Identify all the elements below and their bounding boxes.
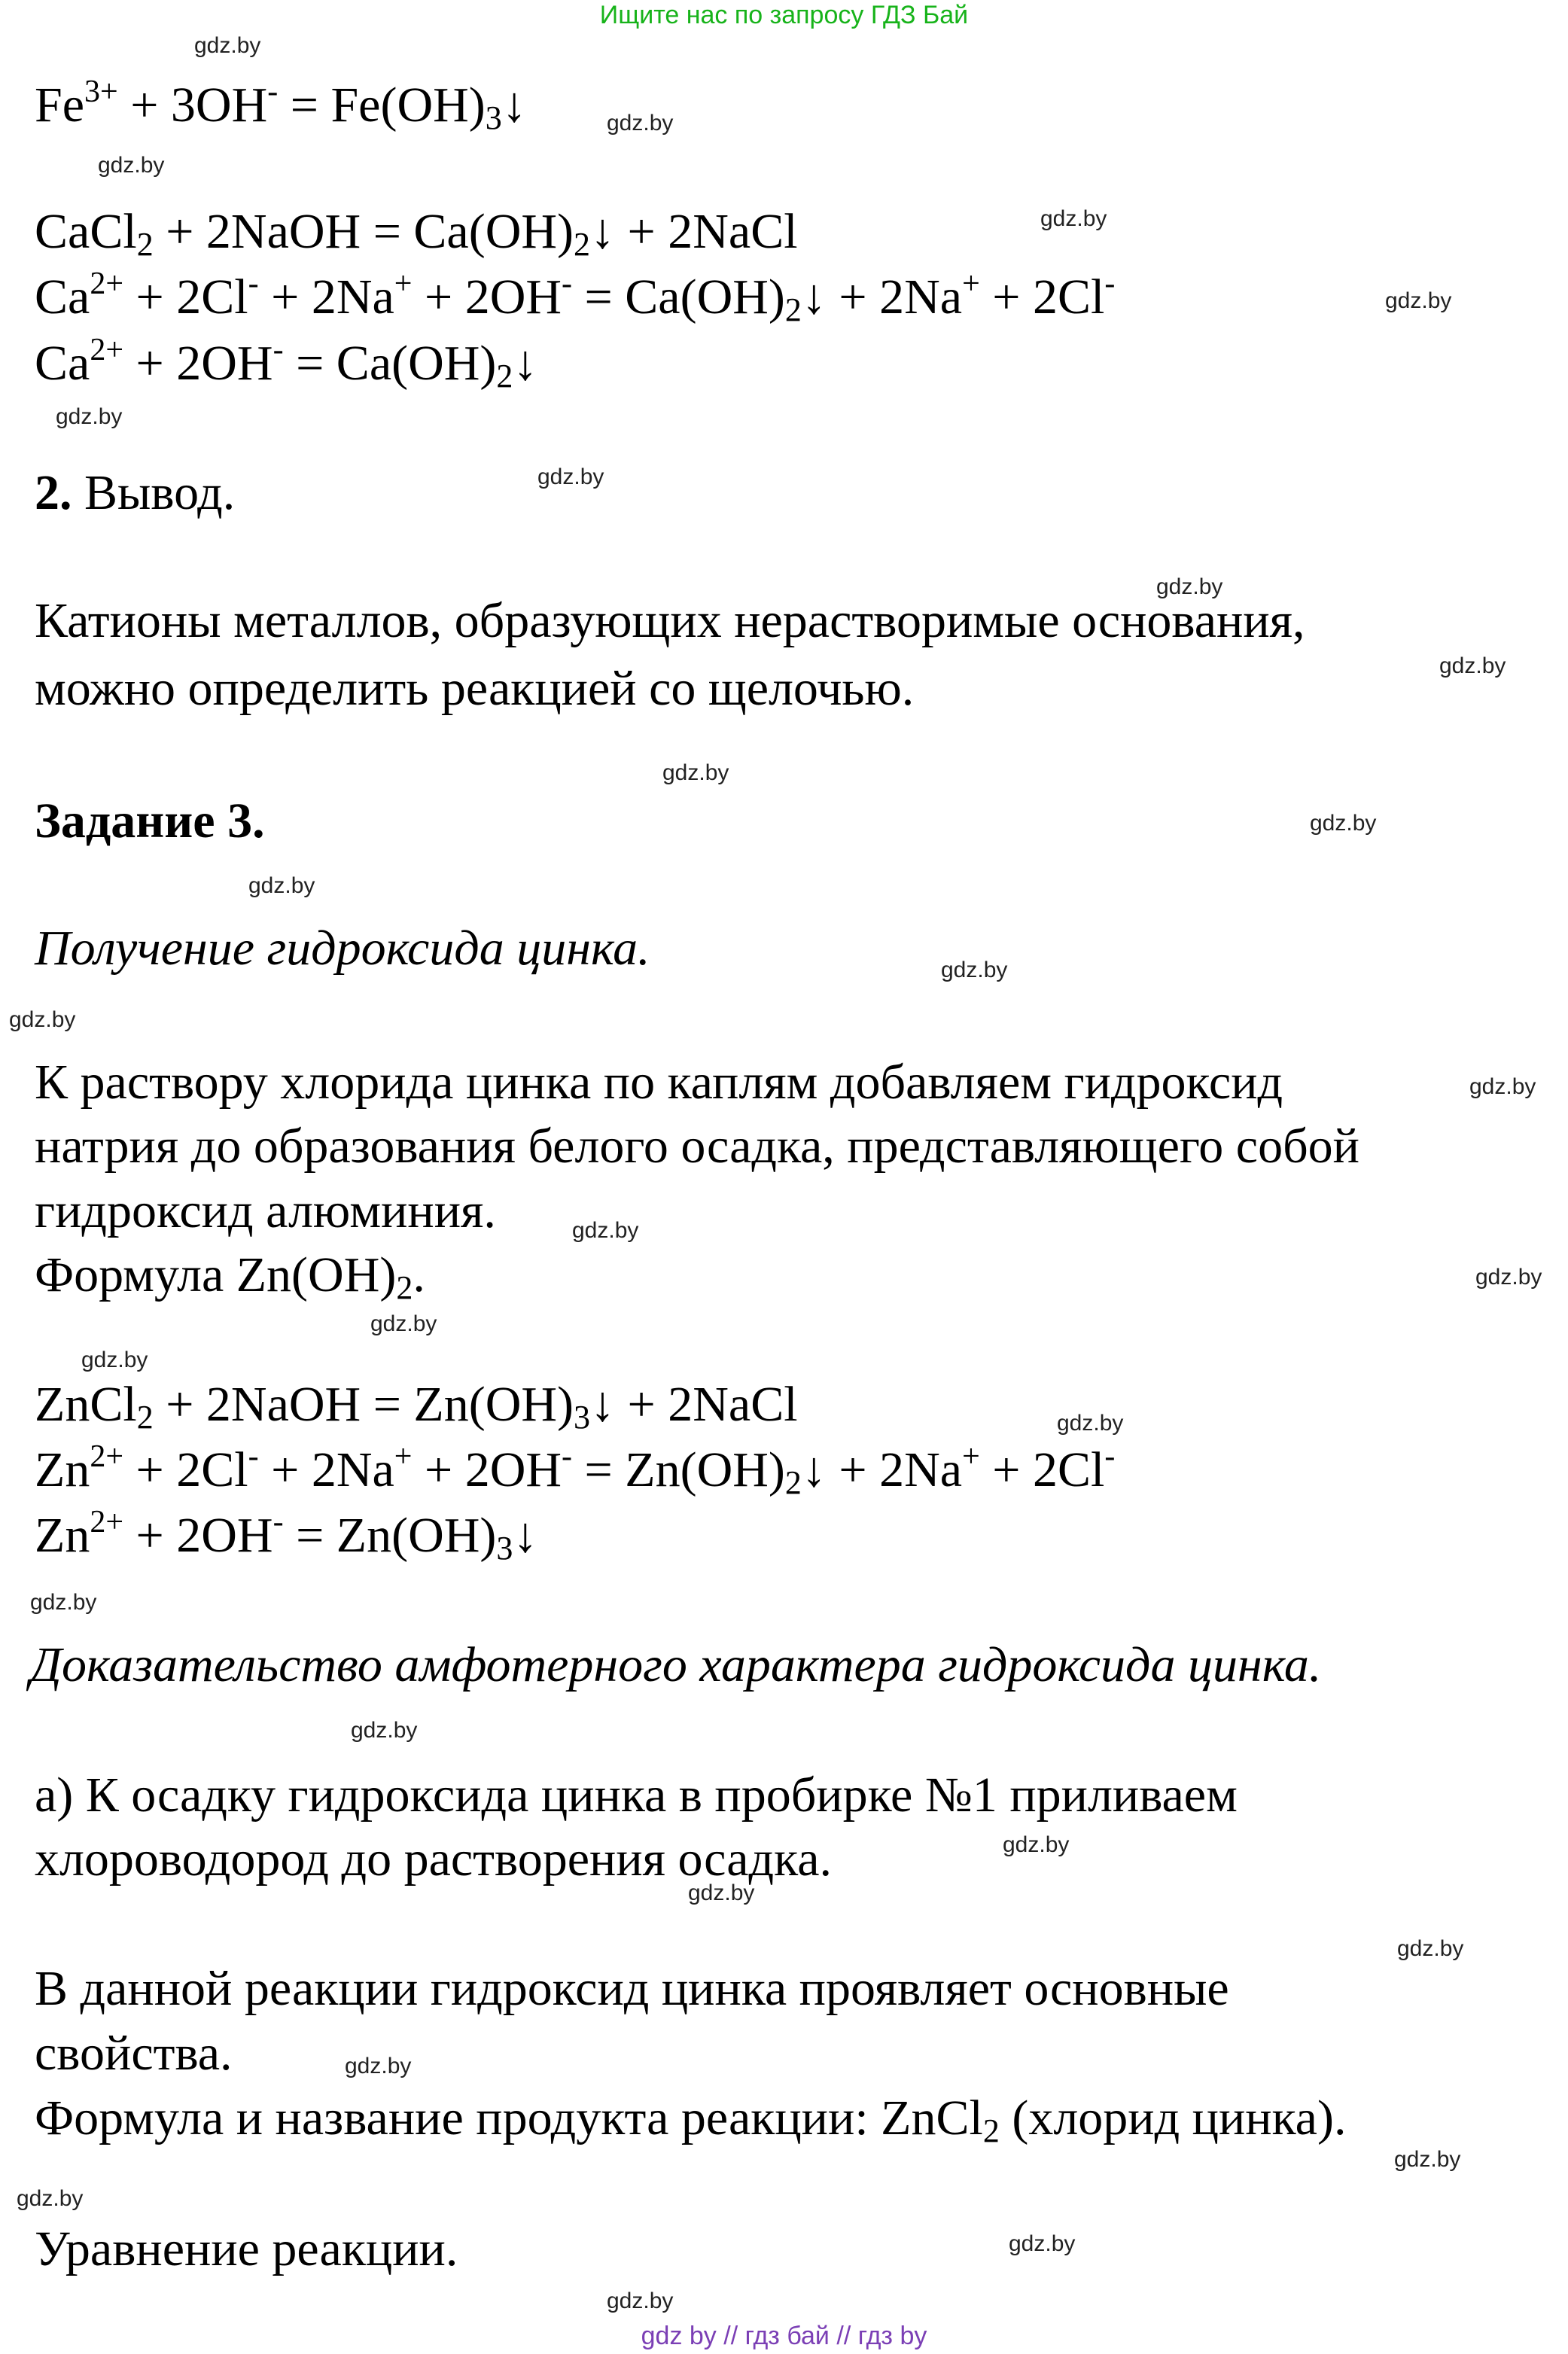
subscript: 2: [136, 226, 154, 263]
equation-zncl2-molecular: [35, 1375, 798, 1435]
procedure-line-2: натрия до образования белого осадка, представляющего собой: [35, 1119, 1359, 1174]
charge: +: [394, 1439, 413, 1474]
watermark: gdz.by: [537, 464, 604, 489]
subscript: 2: [496, 358, 513, 394]
formula-text: = Zn(OH): [572, 1442, 785, 1497]
equation-zncl2-full-ionic: [35, 1440, 1115, 1500]
watermark: gdz.by: [248, 873, 315, 898]
watermark: gdz.by: [607, 2289, 674, 2313]
equation-cacl2-short-ionic: [35, 333, 537, 394]
watermark: gdz.by: [30, 1590, 97, 1615]
charge: 2+: [90, 1439, 124, 1474]
watermark: gdz.by: [1040, 206, 1107, 231]
formula-text: + 2OH: [123, 336, 273, 391]
charge: -: [272, 333, 284, 367]
formula-text: (хлорид цинка).: [999, 2091, 1347, 2145]
watermark: gdz.by: [1003, 1832, 1070, 1857]
formula-text: + 2OH: [412, 270, 562, 324]
subscript: 3: [574, 1399, 591, 1436]
watermark: gdz.by: [81, 1348, 148, 1372]
watermark: gdz.by: [9, 1007, 76, 1032]
watermark: gdz.by: [56, 404, 123, 429]
conclusion-heading: [35, 463, 235, 523]
formula-text: Формула и название продукта реакции: ZnCl: [35, 2091, 983, 2145]
formula-text: ↓ + 2Na: [801, 270, 963, 324]
equation-fe-ionic: [35, 75, 527, 136]
formula-text: ↓: [501, 78, 527, 132]
product-line: [35, 2088, 1346, 2148]
watermark: gdz.by: [194, 33, 261, 58]
observation-line-2: свойства.: [35, 2026, 233, 2081]
formula-text: + 2OH: [412, 1442, 562, 1497]
task-heading: Задание 3.: [35, 793, 265, 848]
procedure-line-1: К раствору хлорида цинка по каплям добавляем гидроксид: [35, 1055, 1283, 1110]
charge: 3+: [84, 75, 118, 109]
section-title-preparation: Получение гидроксида цинка.: [35, 921, 650, 976]
formula-text: Zn: [35, 1442, 90, 1497]
formula-text: + 2NaOH = Zn(OH): [153, 1377, 574, 1432]
charge: +: [962, 1439, 980, 1474]
formula-text: ZnCl: [35, 1377, 137, 1432]
formula-text: Ca: [35, 270, 90, 324]
procedure-line-3: гидроксид алюминия.: [35, 1183, 496, 1238]
watermark: gdz.by: [1009, 2231, 1076, 2256]
charge: -: [562, 1439, 573, 1474]
watermark: gdz.by: [1310, 811, 1377, 836]
charge: 2+: [90, 333, 124, 367]
watermark: gdz.by: [941, 958, 1008, 982]
charge: -: [267, 75, 279, 109]
formula-text: ↓ + 2Na: [801, 1442, 963, 1497]
charge: -: [248, 1439, 259, 1474]
formula-text: + 2Cl: [123, 1442, 248, 1497]
observation-line-1: В данной реакции гидроксид цинка проявляет основные: [35, 1961, 1229, 2016]
charge: -: [1104, 266, 1116, 301]
section-title-amphoteric: Доказательство амфотерного характера гидроксида цинка.: [30, 1637, 1322, 1692]
equation-cacl2-molecular: [35, 202, 798, 262]
formula-text: ↓ + 2NaCl: [590, 204, 798, 259]
formula-text: Ca: [35, 336, 90, 391]
formula-text: + 2OH: [123, 1508, 273, 1563]
formula-text: + 2NaOH = Ca(OH): [153, 204, 574, 259]
charge: 2+: [90, 1505, 124, 1539]
subscript: 2: [136, 1399, 154, 1436]
heading-text: Вывод.: [72, 465, 236, 520]
charge: 2+: [90, 266, 124, 301]
footer-links[interactable]: gdz by // гдз бай // гдз by: [641, 2322, 927, 2350]
formula-text: .: [413, 1247, 425, 1302]
charge: +: [394, 266, 413, 301]
subscript: 3: [496, 1530, 513, 1567]
watermark: gdz.by: [688, 1880, 755, 1905]
watermark: gdz.by: [351, 1718, 418, 1743]
charge: -: [1104, 1439, 1116, 1474]
watermark: gdz.by: [607, 111, 674, 136]
formula-text: + 2Cl: [979, 270, 1105, 324]
formula-text: + 2Cl: [123, 270, 248, 324]
subscript: 2: [982, 2112, 1000, 2149]
watermark: gdz.by: [345, 2054, 412, 2078]
charge: -: [562, 266, 573, 301]
formula-text: ↓ + 2NaCl: [590, 1377, 798, 1432]
step-a-line-1: а) К осадку гидроксида цинка в пробирке №1 приливаем: [35, 1768, 1238, 1823]
subscript: 2: [784, 291, 802, 328]
formula-text: = Zn(OH): [283, 1508, 497, 1563]
formula-text: + 2Na: [258, 270, 394, 324]
equation-cacl2-full-ionic: [35, 267, 1115, 327]
watermark: gdz.by: [1439, 653, 1506, 678]
formula-text: = Ca(OH): [572, 270, 785, 324]
conclusion-line-2: можно определить реакцией со щелочью.: [35, 661, 915, 716]
watermark: gdz.by: [1475, 1265, 1542, 1290]
charge: +: [962, 266, 980, 301]
subscript: 3: [485, 99, 502, 136]
watermark: gdz.by: [1394, 2147, 1461, 2172]
formula-text: = Ca(OH): [283, 336, 497, 391]
formula-text: Формула Zn(OH): [35, 1247, 397, 1302]
subscript: 2: [396, 1269, 413, 1306]
equation-heading: Уравнение реакции.: [35, 2222, 458, 2276]
subscript: 2: [784, 1464, 802, 1501]
watermark: gdz.by: [98, 153, 165, 178]
formula-text: + 2Cl: [979, 1442, 1105, 1497]
charge: -: [248, 266, 259, 301]
formula-text: CaCl: [35, 204, 137, 259]
formula-text: ↓: [513, 336, 538, 391]
formula-line: [35, 1245, 425, 1305]
equation-zncl2-short-ionic: [35, 1506, 537, 1566]
watermark: gdz.by: [17, 2186, 84, 2211]
watermark: gdz.by: [662, 760, 729, 785]
conclusion-line-1: Катионы металлов, образующих нерастворимые основания,: [35, 593, 1305, 648]
formula-text: Zn: [35, 1508, 90, 1563]
watermark: gdz.by: [572, 1218, 639, 1243]
search-banner[interactable]: Ищите нас по запросу ГДЗ Бай: [599, 1, 969, 29]
watermark: gdz.by: [1156, 574, 1223, 599]
formula-text: ↓: [513, 1508, 538, 1563]
formula-text: + 3OH: [117, 78, 268, 132]
watermark: gdz.by: [1385, 288, 1452, 313]
charge: -: [272, 1505, 284, 1539]
formula-text: = Fe(OH): [278, 78, 486, 132]
watermark: gdz.by: [1057, 1411, 1124, 1436]
formula-text: Fe: [35, 78, 84, 132]
watermark: gdz.by: [370, 1311, 437, 1336]
watermark: gdz.by: [1397, 1936, 1464, 1961]
step-a-line-2: хлороводород до растворения осадка.: [35, 1832, 832, 1887]
watermark: gdz.by: [1469, 1074, 1536, 1099]
subscript: 2: [574, 226, 591, 263]
formula-text: + 2Na: [258, 1442, 394, 1497]
item-number: 2.: [35, 465, 72, 520]
